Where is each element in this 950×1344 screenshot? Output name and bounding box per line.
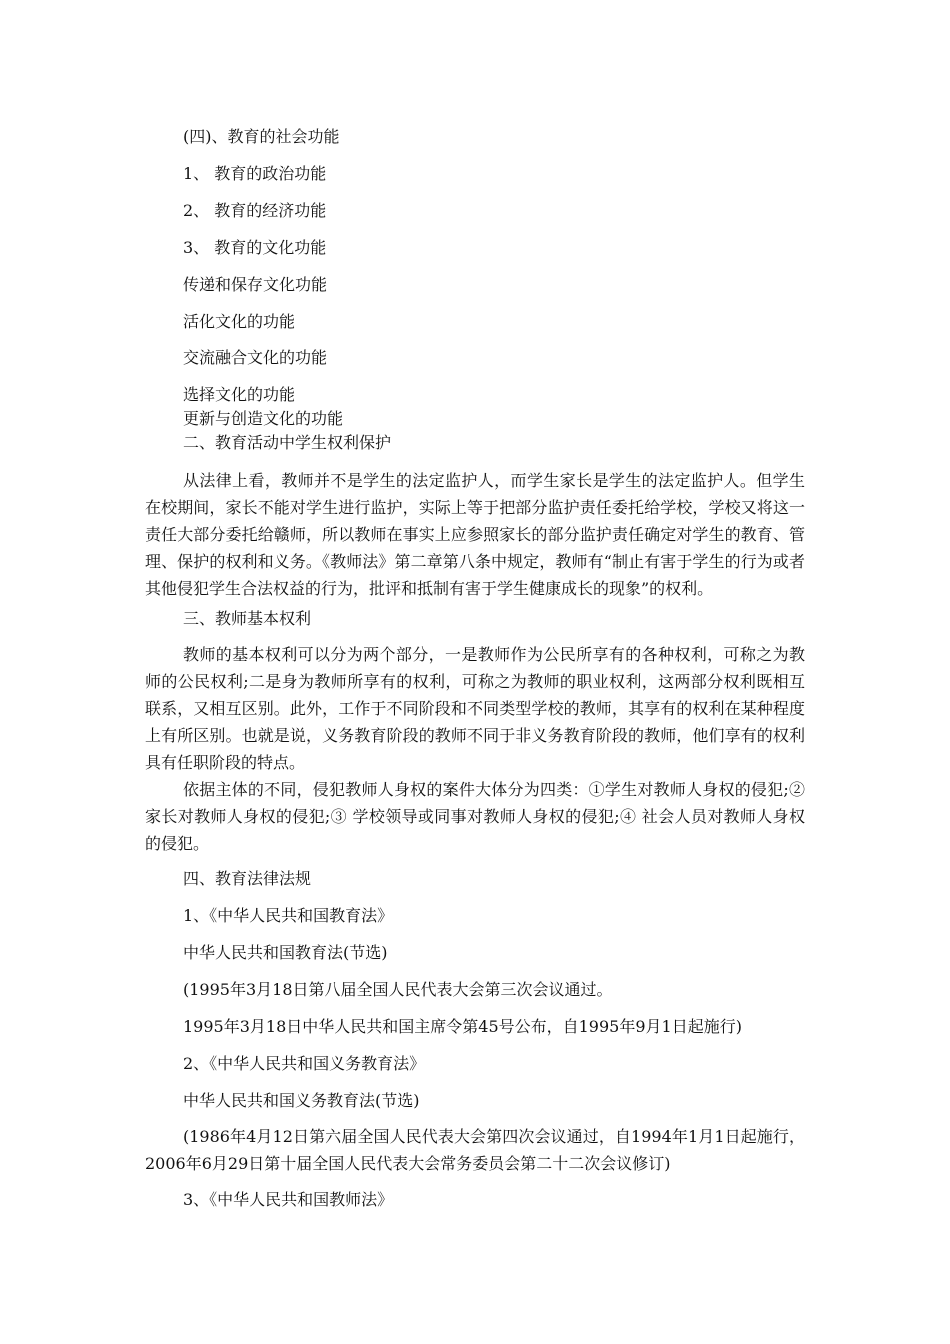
list-item: 活化文化的功能: [183, 312, 296, 331]
section-heading: 三、教师基本权利: [183, 609, 312, 628]
law-note: 1995年3月18日中华人民共和国主席令第45号公布，自1995年9月1日起施行): [183, 1017, 742, 1036]
law-title: 1、《中华人民共和国教育法》: [183, 906, 394, 925]
list-item: 更新与创造文化的功能: [183, 409, 344, 428]
list-item: 2、 教育的经济功能: [183, 201, 327, 220]
law-note: (1995年3月18日第八届全国人民代表大会第三次会议通过。: [183, 980, 613, 999]
teacher-rights-paragraph: 教师的基本权利可以分为两个部分，一是教师作为公民所享有的各种权利，可称之为教师的公民权利;二是身为教师所享有的权利，可称之为教师的职业权利，这两部分权利既相互联系，又相互区别。此外，工作于不同阶段和不同类型学校的教师，其享有的权利在某种程度上有所区别。也就是说，义务教育阶段的教师不同于非义务教育阶段的教师，他们享有的权利具有任职阶段的特点。: [145, 645, 805, 772]
section-heading: 四、教育法律法规: [183, 869, 312, 888]
section-heading: (四)、教育的社会功能: [183, 127, 340, 146]
list-item: 3、 教育的文化功能: [183, 238, 327, 257]
student-rights-paragraph: 从法律上看，教师并不是学生的法定监护人，而学生家长是学生的法定监护人。但学生在校期间，家长不能对学生进行监护，实际上等于把部分监护责任委托给学校，学校又将这一责任大部分委托给赣师，所以教师在事实上应参照家长的部分监护责任确定对学生的教育、管理、保护的权利和义务。《教师法》第二章第八条中规定，教师有“制止有害于学生的行为或者其他侵犯学生合法权益的行为，批评和抵制有害于学生健康成长的现象”的权利。: [145, 471, 805, 598]
law-excerpt-title: 中华人民共和国义务教育法(节选): [183, 1091, 420, 1110]
compulsory-law-note: (1986年4月12日第六届全国人民代表大会第四次会议通过，自1994年1月1日起施行， 2006年6月29日第十届全国人民代表大会常务委员会第二十二次会议修订): [145, 1127, 805, 1173]
section-heading: 二、教育活动中学生权利保护: [183, 433, 392, 452]
list-item: 选择文化的功能: [183, 385, 296, 404]
list-item: 交流融合文化的功能: [183, 348, 328, 367]
law-excerpt-title: 中华人民共和国教育法(节选): [183, 943, 388, 962]
law-title: 3、《中华人民共和国教师法》: [183, 1190, 394, 1209]
infringement-paragraph: 依据主体的不同，侵犯教师人身权的案件大体分为四类：①学生对教师人身权的侵犯;② 家长对教师人身权的侵犯;③ 学校领导或同事对教师人身权的侵犯;④ 社会人员对教师人身权的侵犯。: [145, 780, 805, 853]
law-title: 2、《中华人民共和国义务教育法》: [183, 1054, 426, 1073]
list-item: 1、 教育的政治功能: [183, 164, 327, 183]
list-item: 传递和保存文化功能: [183, 275, 328, 294]
